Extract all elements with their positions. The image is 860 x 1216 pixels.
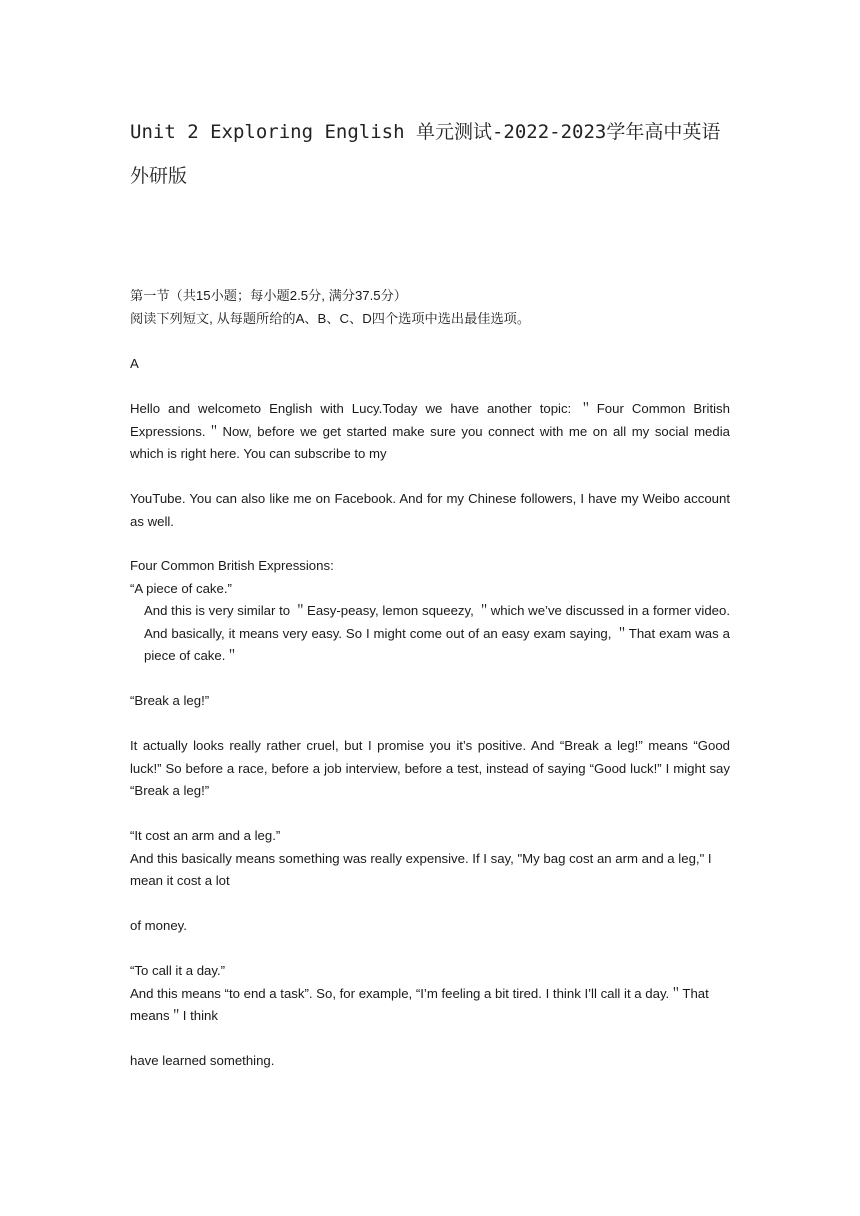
- paragraph-learned-something: have learned something.: [130, 1053, 275, 1068]
- call-it-a-day-block: [130, 960, 730, 1028]
- expression-break-a-leg: “Break a leg!”: [130, 693, 210, 708]
- expressions-heading: Four Common British Expressions:: [130, 558, 334, 573]
- arm-and-leg-block: [130, 825, 730, 893]
- section-header-block: [130, 285, 730, 330]
- section-header: 第一节（共15小题；每小题2.5分, 满分37.5分）: [130, 288, 407, 303]
- paragraph-social-media: YouTube. You can also like me on Facebook. And for my Chinese followers, I have my Weibo account as well.: [130, 491, 730, 529]
- expression-piece-of-cake: “A piece of cake.”: [130, 580, 232, 596]
- passage-label: A: [130, 356, 139, 371]
- paragraph-intro: Hello and welcometo English with Lucy.Today we have another topic: ＂Four Common British Expressions.＂Now, before we get started make sure you connect with me on all my social media which is right here. You can subscribe to my: [130, 401, 730, 461]
- paragraph-break-a-leg: It actually looks really rather cruel, but I promise you it’s positive. And “Break a leg!” means “Good luck!” So before a race, before a job interview, before a test, instead of saying “Good luck!” I might say “Break a leg!”: [130, 738, 730, 798]
- paragraph-piece-of-cake: And this is very similar to ＂Easy-peasy, lemon squeezy, ＂which we’ve discussed in a former video. And basically, it means very easy. So I might come out of an easy exam saying, ＂That exam was a piece of cake.＂: [144, 603, 730, 663]
- paragraph-call-it-a-day: And this means “to end a task”. So, for example, “I’m feeling a bit tired. I think I’ll call it a day.＂That means＂I think: [130, 985, 709, 1023]
- document-title: Unit 2 Exploring English 单元测试-2022-2023学年高中英语外研版: [130, 121, 721, 187]
- expression-arm-and-leg: “It cost an arm and a leg.”: [130, 828, 281, 843]
- paragraph-of-money: of money.: [130, 918, 187, 933]
- instructions: 阅读下列短文, 从每题所给的A、B、C、D四个选项中选出最佳选项。: [130, 310, 531, 326]
- expression-call-it-a-day: “To call it a day.”: [130, 963, 226, 978]
- paragraph-arm-and-leg: And this basically means something was really expensive. If I say, "My bag cost an arm and a leg," I mean it cost a lot: [130, 850, 712, 888]
- expressions-heading-block: [130, 555, 730, 668]
